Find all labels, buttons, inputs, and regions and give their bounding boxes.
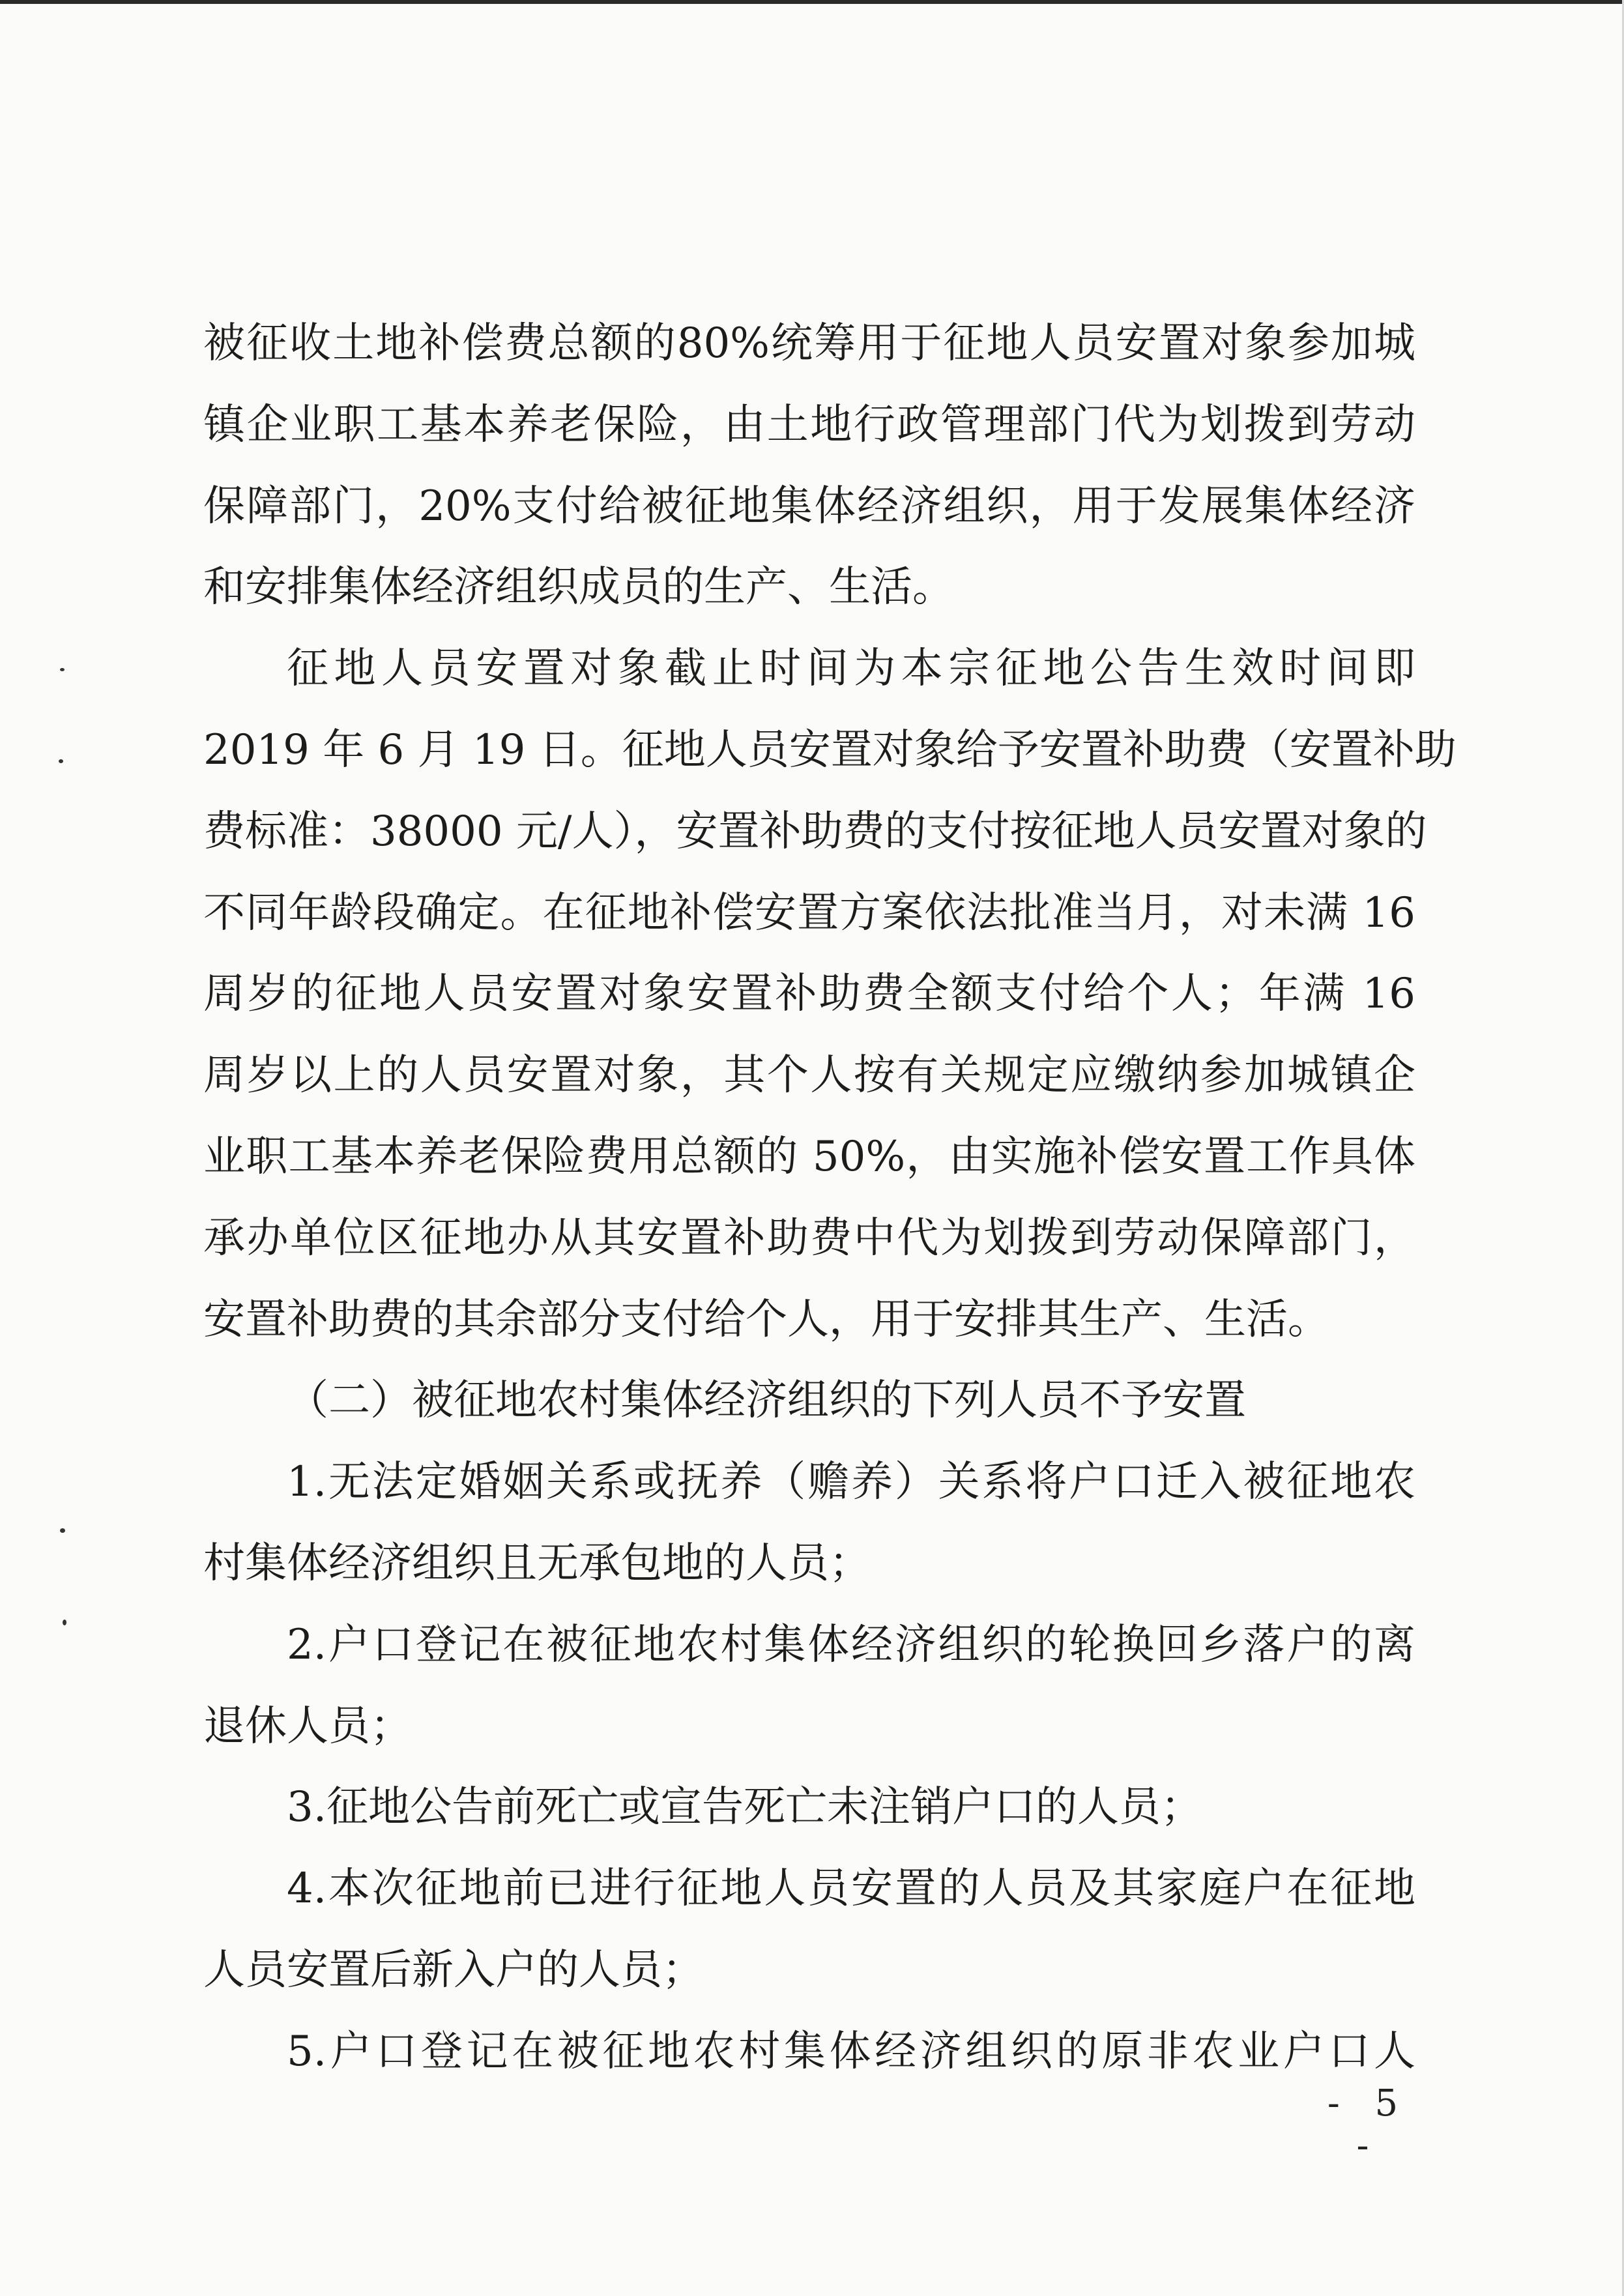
scan-speck: [59, 759, 63, 763]
text-line: 被征收土地补偿费总额的80%统筹用于征地人员安置对象参加城: [203, 319, 1415, 368]
text-line: 人员安置后新入户的人员；: [203, 1945, 704, 1994]
text-line: 周岁以上的人员安置对象，其个人按有关规定应缴纳参加城镇企: [203, 1051, 1415, 1100]
text-line: 保障部门，20%支付给被征地集体经济组织，用于发展集体经济: [203, 482, 1415, 530]
list-item: 2.户口登记在被征地农村集体经济组织的轮换回乡落户的离: [287, 1620, 1415, 1669]
text-line: 镇企业职工基本养老保险，由土地行政管理部门代为划拨到劳动: [203, 400, 1415, 449]
text-line: 征地人员安置对象截止时间为本宗征地公告生效时间即: [287, 645, 1415, 693]
scan-top-edge: [0, 0, 1624, 4]
list-item: 3.征地公告前死亡或宣告死亡未注销户口的人员；: [287, 1783, 1203, 1832]
list-item: 4.本次征地前已进行征地人员安置的人员及其家庭户在征地: [287, 1865, 1415, 1913]
scan-speck: [60, 668, 65, 671]
text-line: 2019 年 6 月 19 日。征地人员安置对象给予安置补助费（安置补助: [203, 725, 1457, 774]
section-heading: （二）被征地农村集体经济组织的下列人员不予安置: [287, 1376, 1246, 1425]
list-item: 1.无法定婚姻关系或抚养（赡养）关系将户口迁入被征地农: [287, 1458, 1415, 1507]
scan-speck: [63, 1620, 66, 1625]
text-line: 退休人员；: [203, 1702, 412, 1751]
text-line: 费标准：38000 元/人），安置补助费的支付按征地人员安置对象的: [203, 807, 1427, 856]
text-line: 村集体经济组织且无承包地的人员；: [203, 1539, 871, 1588]
text-line: 和安排集体经济组织成员的生产、生活。: [203, 563, 954, 612]
body-text: [203, 303, 1457, 2093]
text-line: 业职工基本养老保险费用总额的 50%，由实施补偿安置工作具体: [203, 1132, 1415, 1181]
list-item: 5.户口登记在被征地农村集体经济组织的原非农业户口人: [287, 2027, 1415, 2076]
scan-speck: [60, 1528, 65, 1533]
page-number: - 5 -: [1327, 2082, 1410, 2167]
text-line: 承办单位区征地办从其安置补助费中代为划拨到劳动保障部门，: [203, 1213, 1415, 1262]
text-line: 安置补助费的其余部分支付给个人，用于安排其生产、生活。: [203, 1295, 1329, 1344]
text-line: 周岁的征地人员安置对象安置补助费全额支付给个人；年满 16: [203, 970, 1415, 1019]
text-line: 不同年龄段确定。在征地补偿安置方案依法批准当月，对未满 16: [203, 888, 1415, 937]
